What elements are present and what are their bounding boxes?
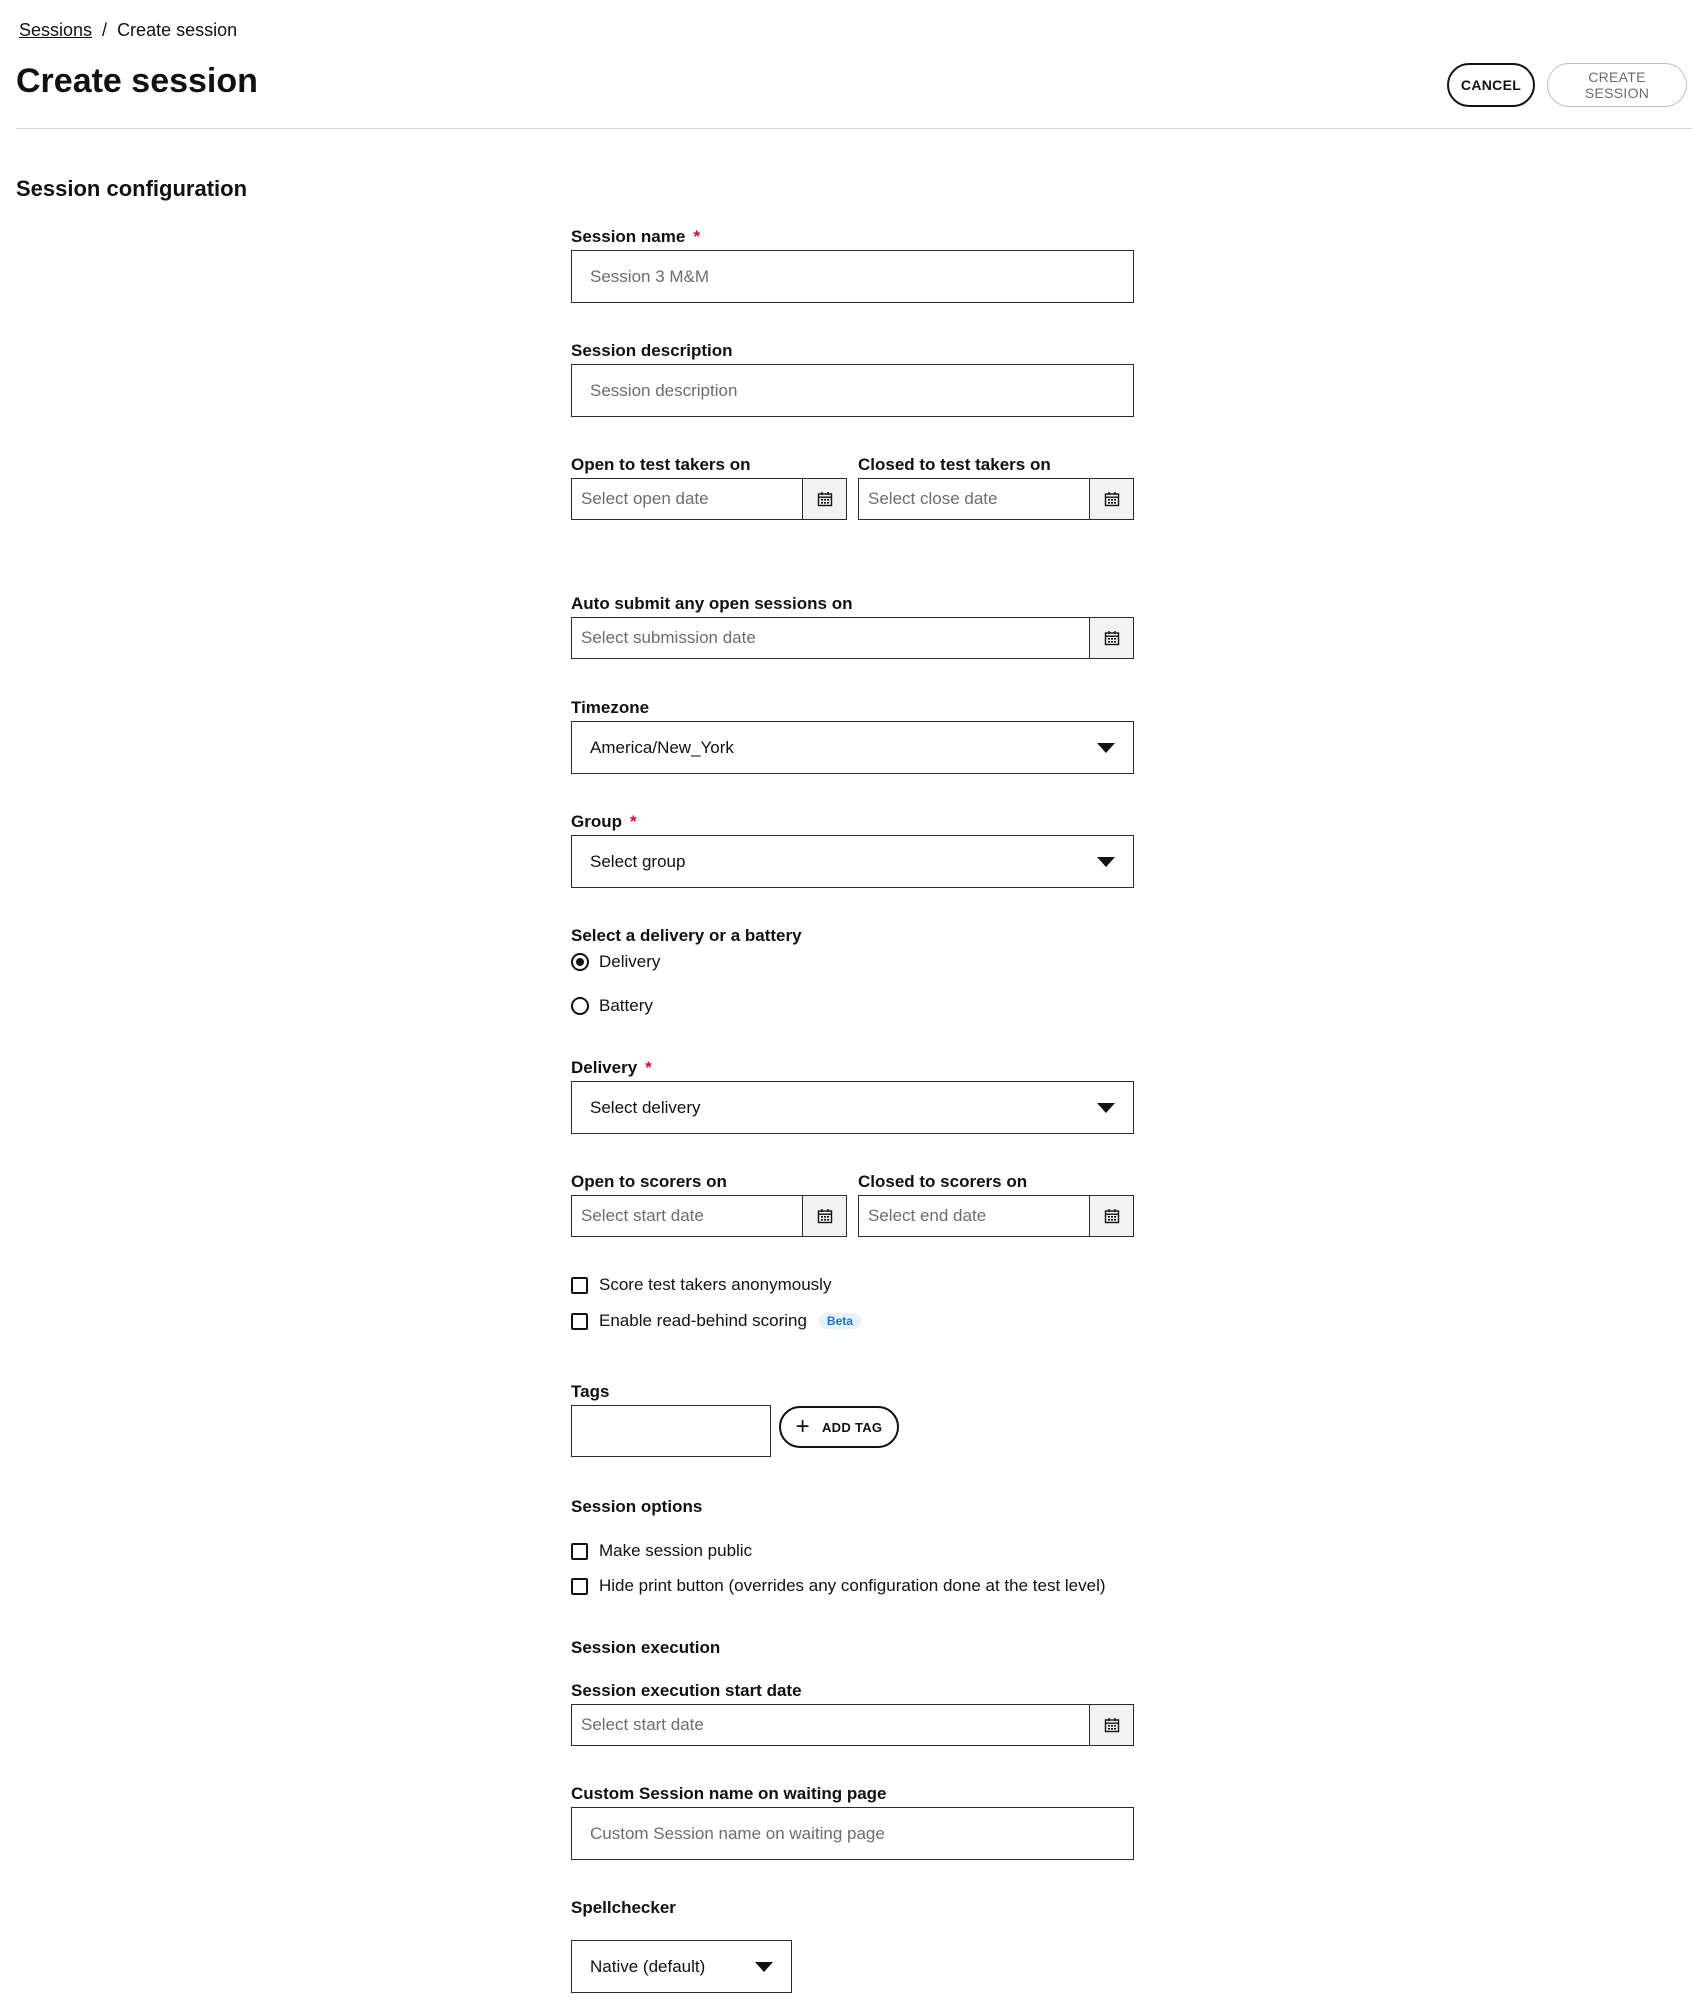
- execution-start-label: Session execution start date: [571, 1681, 802, 1700]
- header-divider: [16, 128, 1692, 129]
- caret-down-icon: [1097, 857, 1115, 867]
- section-title: Session configuration: [16, 176, 248, 201]
- closed-scorers-label: Closed to scorers on: [858, 1172, 1028, 1191]
- delivery-label: [571, 1058, 652, 1078]
- make-public-checkbox[interactable]: [571, 1543, 588, 1560]
- group-label-text: Group: [571, 812, 622, 831]
- breadcrumb-separator: /: [102, 20, 108, 40]
- custom-name-label: Custom Session name on waiting page: [571, 1784, 887, 1803]
- calendar-icon[interactable]: [1089, 618, 1133, 658]
- calendar-icon[interactable]: [802, 1196, 846, 1236]
- open-test-takers-input[interactable]: [572, 479, 802, 519]
- group-label: [571, 812, 637, 832]
- calendar-icon[interactable]: [1089, 1196, 1133, 1236]
- hide-print-option[interactable]: [571, 1576, 1106, 1596]
- spellchecker-select[interactable]: [571, 1940, 792, 1993]
- open-scorers-input[interactable]: [572, 1196, 802, 1236]
- tags-input[interactable]: [571, 1405, 771, 1457]
- group-select[interactable]: [571, 835, 1134, 888]
- open-scorers-date: [571, 1195, 847, 1237]
- group-value: Select group: [590, 851, 686, 871]
- calendar-icon[interactable]: [1089, 479, 1133, 519]
- delivery-value: Select delivery: [590, 1097, 701, 1117]
- required-marker: *: [645, 1058, 652, 1077]
- breadcrumb-current: Create session: [117, 20, 238, 40]
- session-name-label-text: Session name: [571, 227, 686, 246]
- required-marker: *: [693, 227, 700, 246]
- open-test-takers-label: Open to test takers on: [571, 455, 751, 474]
- timezone-select[interactable]: [571, 721, 1134, 774]
- timezone-label: Timezone: [571, 698, 650, 717]
- score-anonymously-label: Score test takers anonymously: [599, 1275, 832, 1294]
- read-behind-checkbox[interactable]: [571, 1313, 588, 1330]
- radio-delivery-label: Delivery: [599, 952, 661, 971]
- session-description-input[interactable]: [571, 364, 1134, 417]
- open-test-takers-date: [571, 478, 847, 520]
- closed-scorers-date: [858, 1195, 1134, 1237]
- open-scorers-label: Open to scorers on: [571, 1172, 727, 1191]
- radio-dot: [576, 958, 584, 966]
- radio-button-selected[interactable]: [571, 953, 589, 971]
- breadcrumb: [19, 20, 237, 41]
- add-tag-label: ADD TAG: [821, 1419, 883, 1435]
- timezone-value: America/New_York: [590, 737, 734, 757]
- auto-submit-date: [571, 617, 1134, 659]
- make-public-label: Make session public: [599, 1541, 753, 1560]
- score-anonymously-checkbox[interactable]: [571, 1277, 588, 1294]
- cancel-button[interactable]: CANCEL: [1447, 63, 1535, 107]
- session-options-label: Session options: [571, 1497, 703, 1516]
- session-name-input[interactable]: [571, 250, 1134, 303]
- add-tag-button[interactable]: [779, 1406, 899, 1448]
- caret-down-icon: [1097, 743, 1115, 753]
- radio-delivery[interactable]: [571, 952, 660, 972]
- spellchecker-label: Spellchecker: [571, 1898, 676, 1917]
- radio-button[interactable]: [571, 997, 589, 1015]
- radio-battery-label: Battery: [599, 996, 653, 1015]
- create-session-button[interactable]: CREATE SESSION: [1547, 63, 1687, 107]
- delivery-select[interactable]: [571, 1081, 1134, 1134]
- delivery-or-battery-label: Select a delivery or a battery: [571, 926, 802, 945]
- caret-down-icon: [755, 1962, 773, 1972]
- closed-test-takers-input[interactable]: [859, 479, 1089, 519]
- auto-submit-label: Auto submit any open sessions on: [571, 594, 853, 613]
- delivery-label-text: Delivery: [571, 1058, 638, 1077]
- closed-test-takers-date: [858, 478, 1134, 520]
- hide-print-checkbox[interactable]: [571, 1578, 588, 1595]
- closed-scorers-input[interactable]: [859, 1196, 1089, 1236]
- custom-name-input[interactable]: [571, 1807, 1134, 1860]
- make-public-option[interactable]: [571, 1541, 752, 1561]
- session-execution-label: Session execution: [571, 1638, 721, 1657]
- score-anonymously-option[interactable]: [571, 1275, 831, 1295]
- tags-label: Tags: [571, 1382, 610, 1401]
- calendar-icon[interactable]: [1089, 1705, 1133, 1745]
- calendar-icon[interactable]: [802, 479, 846, 519]
- beta-badge: Beta: [819, 1313, 861, 1329]
- execution-start-date: [571, 1704, 1134, 1746]
- breadcrumb-sessions-link[interactable]: Sessions: [19, 20, 93, 40]
- read-behind-option[interactable]: [571, 1311, 861, 1331]
- auto-submit-input[interactable]: [572, 618, 1089, 658]
- read-behind-label: Enable read-behind scoring: [599, 1311, 807, 1330]
- radio-battery[interactable]: [571, 996, 653, 1016]
- session-description-label: Session description: [571, 341, 733, 360]
- plus-icon: +: [795, 1413, 810, 1440]
- spellchecker-value: Native (default): [590, 1956, 706, 1976]
- closed-test-takers-label: Closed to test takers on: [858, 455, 1051, 474]
- session-name-label: [571, 227, 700, 247]
- execution-start-input[interactable]: [572, 1705, 1089, 1745]
- page-title: Create session: [16, 62, 258, 100]
- caret-down-icon: [1097, 1103, 1115, 1113]
- hide-print-label: Hide print button (overrides any configuration done at the test level): [599, 1576, 1106, 1595]
- required-marker: *: [630, 812, 637, 831]
